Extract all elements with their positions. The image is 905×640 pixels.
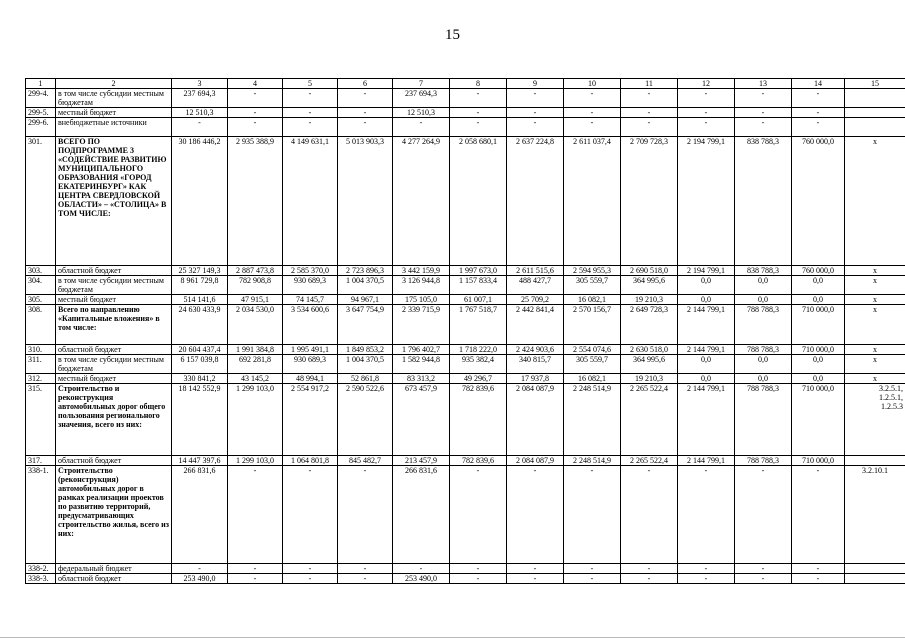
value-cell: 488 427,7	[507, 276, 564, 295]
table-row	[26, 345, 905, 355]
value-cell: 25 709,2	[507, 295, 564, 305]
value-cell: -	[792, 574, 845, 584]
column-header: 5	[283, 79, 338, 89]
value-cell: 692 281,8	[228, 355, 283, 374]
value-cell: 2 144 799,1	[678, 384, 735, 456]
value-cell: 6 157 039,8	[172, 355, 228, 374]
budget-table	[25, 78, 905, 584]
row-name: областной бюджет	[56, 574, 172, 584]
value-cell: 8 961 729,8	[172, 276, 228, 295]
value-cell: 5 013 903,3	[338, 137, 393, 266]
value-cell: -	[735, 118, 792, 137]
row-name: в том числе субсидии местным бюджетам	[56, 276, 172, 295]
column-header: 10	[564, 79, 621, 89]
row-name: Всего по направлению «Капитальные вложения» в том числе:	[56, 305, 172, 345]
row-name: областной бюджет	[56, 266, 172, 276]
value-cell: 2 570 156,7	[564, 305, 621, 345]
row-code: 299-5.	[26, 108, 56, 118]
reference-cell: x	[845, 295, 905, 305]
value-cell: 3 126 944,8	[393, 276, 450, 295]
row-code: 338-2.	[26, 564, 56, 574]
value-cell: 788 788,3	[735, 305, 792, 345]
value-cell: -	[283, 89, 338, 108]
value-cell: 2 248 514,9	[564, 456, 621, 466]
row-name: местный бюджет	[56, 374, 172, 384]
row-name: Строительство и реконструкция автомобильных дорог общего пользования регионального значения, всего из них:	[56, 384, 172, 456]
row-name: федеральный бюджет	[56, 564, 172, 574]
row-code: 338-3.	[26, 574, 56, 584]
table-row	[26, 355, 905, 374]
value-cell: 788 788,3	[735, 345, 792, 355]
value-cell: -	[228, 466, 283, 564]
value-cell: -	[564, 466, 621, 564]
value-cell: 0,0	[678, 374, 735, 384]
value-cell: 1 157 833,4	[450, 276, 507, 295]
value-cell: -	[678, 108, 735, 118]
value-cell: 2 630 518,0	[621, 345, 678, 355]
value-cell: -	[283, 564, 338, 574]
row-name: ВСЕГО ПО ПОДПРОГРАММЕ 3 «СОДЕЙСТВИЕ РАЗВИТИЮ МУНИЦИПАЛЬНОГО ОБРАЗОВАНИЯ «ГОРОД ЕКАТЕРИНБУРГ» КАК ЦЕНТРА СВЕРДЛОВСКОЙ ОБЛАСТИ» – «СТОЛИЦА» В ТОМ ЧИСЛЕ:	[56, 137, 172, 266]
reference-cell: x	[845, 137, 905, 266]
value-cell: 2 585 370,0	[283, 266, 338, 276]
column-header: 7	[393, 79, 450, 89]
table-row	[26, 574, 905, 584]
value-cell: -	[564, 574, 621, 584]
table-row	[26, 564, 905, 574]
table-row	[26, 466, 905, 564]
value-cell: -	[338, 574, 393, 584]
value-cell: 0,0	[735, 276, 792, 295]
value-cell: 788 788,3	[735, 456, 792, 466]
value-cell: -	[507, 89, 564, 108]
reference-cell: x	[845, 345, 905, 355]
value-cell: 2 554 917,2	[283, 384, 338, 456]
column-header: 2	[56, 79, 172, 89]
column-header: 12	[678, 79, 735, 89]
value-cell: 19 210,3	[621, 374, 678, 384]
value-cell: 3 647 754,9	[338, 305, 393, 345]
row-code: 304.	[26, 276, 56, 295]
value-cell: 2 935 388,9	[228, 137, 283, 266]
value-cell: -	[172, 564, 228, 574]
value-cell: 2 144 799,1	[678, 345, 735, 355]
value-cell: 0,0	[678, 276, 735, 295]
value-cell: 2 442 841,4	[507, 305, 564, 345]
reference-cell	[845, 574, 905, 584]
value-cell: 760 000,0	[792, 137, 845, 266]
table-row	[26, 137, 905, 266]
value-cell: 0,0	[735, 355, 792, 374]
value-cell: 3 442 159,9	[393, 266, 450, 276]
value-cell: 2 649 728,3	[621, 305, 678, 345]
value-cell: -	[621, 564, 678, 574]
value-cell: 2 637 224,8	[507, 137, 564, 266]
value-cell: 1 718 222,0	[450, 345, 507, 355]
value-cell: -	[450, 466, 507, 564]
value-cell: 0,0	[792, 374, 845, 384]
value-cell: 3 534 600,6	[283, 305, 338, 345]
value-cell: -	[228, 564, 283, 574]
reference-cell: x	[845, 266, 905, 276]
value-cell: 0,0	[735, 374, 792, 384]
column-header: 1	[26, 79, 56, 89]
value-cell: 0,0	[678, 355, 735, 374]
row-code: 310.	[26, 345, 56, 355]
table-row	[26, 276, 905, 295]
value-cell: 782 839,6	[450, 456, 507, 466]
value-cell: 710 000,0	[792, 384, 845, 456]
value-cell: -	[678, 118, 735, 137]
value-cell: 2 194 799,1	[678, 266, 735, 276]
value-cell: 12 510,3	[393, 108, 450, 118]
value-cell: -	[283, 118, 338, 137]
column-header: 6	[338, 79, 393, 89]
value-cell: 1 004 370,5	[338, 355, 393, 374]
value-cell: -	[283, 574, 338, 584]
row-code: 317.	[26, 456, 56, 466]
value-cell: -	[228, 108, 283, 118]
value-cell: 782 908,8	[228, 276, 283, 295]
value-cell: 1 299 103,0	[228, 384, 283, 456]
value-cell: -	[450, 89, 507, 108]
table-row	[26, 456, 905, 466]
value-cell: 0,0	[792, 276, 845, 295]
row-name: внебюджетные источники	[56, 118, 172, 137]
row-name: местный бюджет	[56, 295, 172, 305]
table-row	[26, 118, 905, 137]
value-cell: -	[678, 574, 735, 584]
value-cell: -	[792, 89, 845, 108]
page-number: 15	[445, 27, 460, 43]
value-cell: -	[450, 108, 507, 118]
value-cell: 1 991 384,8	[228, 345, 283, 355]
value-cell: -	[792, 118, 845, 137]
value-cell: 52 861,8	[338, 374, 393, 384]
value-cell: 0,0	[792, 295, 845, 305]
reference-cell: 3.2.10.1	[845, 466, 905, 564]
row-name: в том числе субсидии местным бюджетам	[56, 89, 172, 108]
value-cell: 935 382,4	[450, 355, 507, 374]
value-cell: 237 694,3	[393, 89, 450, 108]
column-header: 4	[228, 79, 283, 89]
table-row	[26, 295, 905, 305]
column-header: 11	[621, 79, 678, 89]
row-code: 315.	[26, 384, 56, 456]
value-cell: 17 937,8	[507, 374, 564, 384]
value-cell: 2 248 514,9	[564, 384, 621, 456]
value-cell: 305 559,7	[564, 355, 621, 374]
value-cell: -	[450, 564, 507, 574]
value-cell: 253 490,0	[393, 574, 450, 584]
value-cell: 1 004 370,5	[338, 276, 393, 295]
value-cell: 1 299 103,0	[228, 456, 283, 466]
value-cell: -	[621, 89, 678, 108]
value-cell: 19 210,3	[621, 295, 678, 305]
value-cell: 48 994,1	[283, 374, 338, 384]
value-cell: -	[338, 118, 393, 137]
value-cell: 2 144 799,1	[678, 456, 735, 466]
row-code: 299-6.	[26, 118, 56, 137]
reference-cell	[845, 89, 905, 108]
value-cell: -	[678, 89, 735, 108]
value-cell: 1 849 853,2	[338, 345, 393, 355]
value-cell: 237 694,3	[172, 89, 228, 108]
value-cell: 838 788,3	[735, 137, 792, 266]
value-cell: 266 831,6	[172, 466, 228, 564]
value-cell: 782 839,6	[450, 384, 507, 456]
value-cell: 18 142 552,9	[172, 384, 228, 456]
value-cell: -	[338, 466, 393, 564]
reference-cell	[845, 456, 905, 466]
value-cell: -	[450, 574, 507, 584]
value-cell: -	[450, 118, 507, 137]
value-cell: 845 482,7	[338, 456, 393, 466]
value-cell: 47 915,1	[228, 295, 283, 305]
value-cell: 94 967,1	[338, 295, 393, 305]
value-cell: 49 296,7	[450, 374, 507, 384]
value-cell: -	[338, 89, 393, 108]
value-cell: 2 887 473,8	[228, 266, 283, 276]
value-cell: -	[507, 564, 564, 574]
value-cell: -	[507, 118, 564, 137]
value-cell: -	[621, 466, 678, 564]
value-cell: 930 689,3	[283, 355, 338, 374]
value-cell: -	[621, 118, 678, 137]
value-cell: -	[228, 89, 283, 108]
value-cell: 2 723 896,3	[338, 266, 393, 276]
column-header: 15	[845, 79, 905, 89]
value-cell: 2 265 522,4	[621, 384, 678, 456]
value-cell: 838 788,3	[735, 266, 792, 276]
value-cell: -	[172, 118, 228, 137]
value-cell: 514 141,6	[172, 295, 228, 305]
value-cell: -	[735, 574, 792, 584]
value-cell: 2 590 522,6	[338, 384, 393, 456]
value-cell: 16 082,1	[564, 374, 621, 384]
value-cell: -	[792, 564, 845, 574]
value-cell: -	[564, 89, 621, 108]
value-cell: -	[792, 466, 845, 564]
value-cell: 2 424 903,6	[507, 345, 564, 355]
value-cell: 0,0	[735, 295, 792, 305]
header-row	[26, 79, 905, 89]
value-cell: 2 084 087,9	[507, 384, 564, 456]
value-cell: 43 145,2	[228, 374, 283, 384]
value-cell: 175 105,0	[393, 295, 450, 305]
value-cell: 364 995,6	[621, 355, 678, 374]
reference-cell: x	[845, 355, 905, 374]
reference-cell	[845, 564, 905, 574]
value-cell: 788 788,3	[735, 384, 792, 456]
value-cell: -	[564, 564, 621, 574]
row-name: Строительство (реконструкция) автомобильных дорог в рамках реализации проектов по развитию территорий, предусматривающих строительство жилья, всего из них:	[56, 466, 172, 564]
value-cell: 2 034 530,0	[228, 305, 283, 345]
value-cell: 12 510,3	[172, 108, 228, 118]
value-cell: -	[283, 466, 338, 564]
column-header: 13	[735, 79, 792, 89]
value-cell: 1 064 801,8	[283, 456, 338, 466]
value-cell: -	[338, 564, 393, 574]
value-cell: 364 995,6	[621, 276, 678, 295]
value-cell: 266 831,6	[393, 466, 450, 564]
value-cell: -	[621, 574, 678, 584]
value-cell: 1 995 491,1	[283, 345, 338, 355]
value-cell: -	[283, 108, 338, 118]
row-name: областной бюджет	[56, 456, 172, 466]
value-cell: 25 327 149,3	[172, 266, 228, 276]
row-name: местный бюджет	[56, 108, 172, 118]
value-cell: -	[393, 118, 450, 137]
value-cell: -	[621, 108, 678, 118]
value-cell: 2 194 799,1	[678, 137, 735, 266]
scan-edge-line	[0, 637, 905, 638]
value-cell: 4 277 264,9	[393, 137, 450, 266]
value-cell: 710 000,0	[792, 305, 845, 345]
value-cell: -	[564, 118, 621, 137]
value-cell: -	[678, 466, 735, 564]
value-cell: 14 447 397,6	[172, 456, 228, 466]
row-code: 308.	[26, 305, 56, 345]
reference-cell	[845, 118, 905, 137]
value-cell: 1 997 673,0	[450, 266, 507, 276]
value-cell: 2 265 522,4	[621, 456, 678, 466]
value-cell: -	[735, 108, 792, 118]
value-cell: 0,0	[792, 355, 845, 374]
table-row	[26, 384, 905, 456]
value-cell: 760 000,0	[792, 266, 845, 276]
value-cell: -	[735, 564, 792, 574]
value-cell: -	[564, 108, 621, 118]
row-name: в том числе субсидии местным бюджетам	[56, 355, 172, 374]
column-header: 3	[172, 79, 228, 89]
value-cell: -	[678, 564, 735, 574]
table-row	[26, 305, 905, 345]
value-cell: 710 000,0	[792, 345, 845, 355]
row-code: 301.	[26, 137, 56, 266]
value-cell: 2 058 680,1	[450, 137, 507, 266]
value-cell: 20 604 437,4	[172, 345, 228, 355]
reference-cell: 3.2.5.1, 1.2.5.1, 1.2.5.3	[845, 384, 905, 456]
value-cell: 1 582 944,8	[393, 355, 450, 374]
table-body	[26, 89, 905, 584]
value-cell: 16 082,1	[564, 295, 621, 305]
value-cell: -	[338, 108, 393, 118]
value-cell: 330 841,2	[172, 374, 228, 384]
value-cell: 1 767 518,7	[450, 305, 507, 345]
table-row	[26, 108, 905, 118]
value-cell: 0,0	[678, 295, 735, 305]
value-cell: 2 554 074,6	[564, 345, 621, 355]
value-cell: 710 000,0	[792, 456, 845, 466]
value-cell: -	[735, 466, 792, 564]
value-cell: 305 559,7	[564, 276, 621, 295]
row-code: 311.	[26, 355, 56, 374]
value-cell: 2 709 728,3	[621, 137, 678, 266]
value-cell: 30 186 446,2	[172, 137, 228, 266]
value-cell: 74 145,7	[283, 295, 338, 305]
value-cell: 2 084 087,9	[507, 456, 564, 466]
value-cell: 340 815,7	[507, 355, 564, 374]
value-cell: -	[228, 118, 283, 137]
column-header: 8	[450, 79, 507, 89]
value-cell: 930 689,3	[283, 276, 338, 295]
value-cell: 2 339 715,9	[393, 305, 450, 345]
value-cell: -	[507, 466, 564, 564]
value-cell: -	[393, 564, 450, 574]
value-cell: -	[507, 574, 564, 584]
value-cell: 2 611 515,6	[507, 266, 564, 276]
value-cell: -	[735, 89, 792, 108]
value-cell: 2 144 799,1	[678, 305, 735, 345]
reference-cell: x	[845, 276, 905, 295]
value-cell: 61 007,1	[450, 295, 507, 305]
value-cell: 2 594 955,3	[564, 266, 621, 276]
value-cell: 673 457,9	[393, 384, 450, 456]
table-row	[26, 266, 905, 276]
value-cell: 2 690 518,0	[621, 266, 678, 276]
row-code: 305.	[26, 295, 56, 305]
table-row	[26, 89, 905, 108]
column-header: 9	[507, 79, 564, 89]
reference-cell: x	[845, 305, 905, 345]
reference-cell	[845, 108, 905, 118]
row-code: 299-4.	[26, 89, 56, 108]
column-header: 14	[792, 79, 845, 89]
value-cell: 2 611 037,4	[564, 137, 621, 266]
value-cell: -	[507, 108, 564, 118]
row-code: 303.	[26, 266, 56, 276]
row-code: 312.	[26, 374, 56, 384]
value-cell: 24 630 433,9	[172, 305, 228, 345]
value-cell: 1 796 402,7	[393, 345, 450, 355]
row-code: 338-1.	[26, 466, 56, 564]
table-row	[26, 374, 905, 384]
value-cell: 253 490,0	[172, 574, 228, 584]
value-cell: 4 149 631,1	[283, 137, 338, 266]
value-cell: -	[792, 108, 845, 118]
value-cell: 83 313,2	[393, 374, 450, 384]
value-cell: 213 457,9	[393, 456, 450, 466]
reference-cell: x	[845, 374, 905, 384]
row-name: областной бюджет	[56, 345, 172, 355]
value-cell: -	[228, 574, 283, 584]
